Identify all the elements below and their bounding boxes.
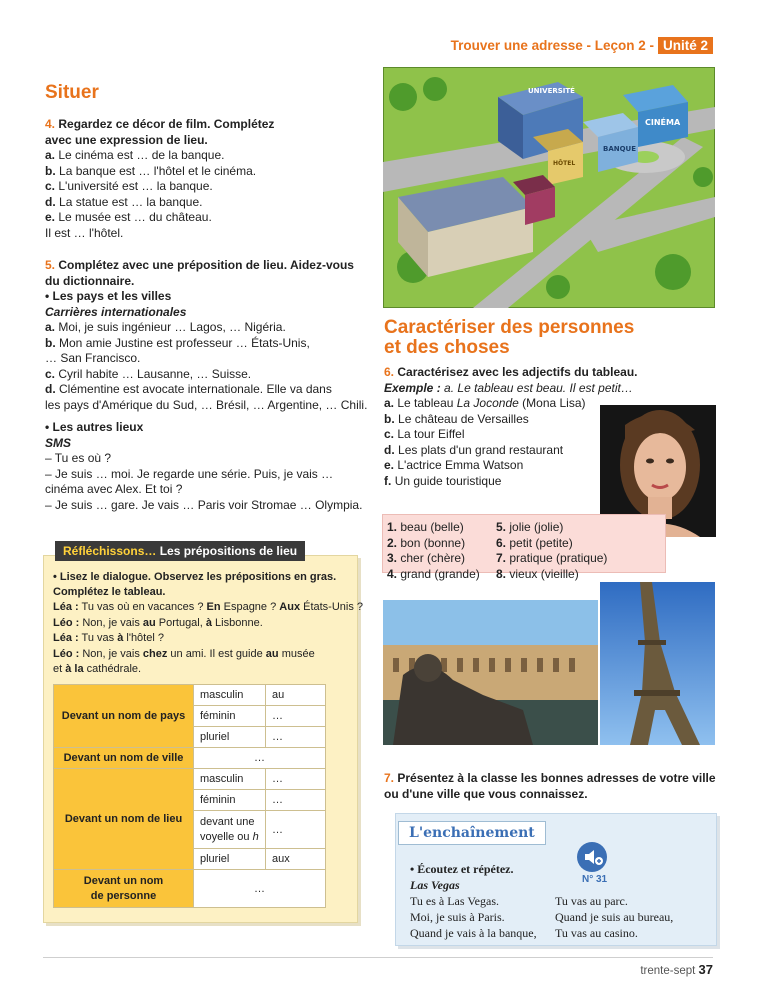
ex5-item-text: Clémentine est avocate internationale. Elle va dans (59, 382, 332, 396)
header-title: Trouver une adresse - Leçon 2 - (450, 38, 654, 53)
dialog-preposition: à la (65, 663, 84, 675)
row-head-pays: Devant un nom de pays (54, 685, 194, 748)
section-title-situer: Situer (45, 82, 99, 103)
enchainement-line: Quand je vais à la banque, (410, 926, 537, 940)
dialog-preposition: au (265, 647, 279, 660)
ex6-item-letter: a. (384, 396, 395, 410)
dialog-text: l'hôtel ? (123, 632, 164, 644)
dialog-text: musée (278, 647, 315, 660)
cell-blank: … (266, 790, 326, 811)
ex5-item (45, 351, 367, 367)
adjective-number: 6. (496, 535, 507, 550)
ex4-item-letter: a. (45, 148, 56, 162)
enchainement-line: Tu es à Las Vegas. (410, 894, 499, 908)
ex5-number: 5. (45, 258, 56, 272)
ex5-item-letter: a. (45, 320, 56, 334)
ex5-instruction-2: du dictionnaire. (45, 273, 135, 288)
adjectives-left-column (387, 520, 480, 582)
enchainement-line: Tu vas au casino. (555, 926, 638, 940)
row-head-lieu: Devant un nom de lieu (54, 769, 194, 870)
ex4-tail: Il est … l'hôtel. (45, 225, 124, 240)
page-number: 37 (698, 962, 713, 977)
ex6-item-text: Le tableau (397, 396, 457, 410)
adjective-number: 1. (387, 520, 398, 534)
exercise-5 (45, 258, 367, 513)
audio-track-number: N° 31 (582, 874, 608, 885)
adjective-number: 2. (387, 535, 398, 550)
reflection-title (55, 541, 305, 561)
ex4-item-text: Le musée est … du château. (58, 210, 212, 224)
reflection-title-b: Les prépositions de lieu (159, 544, 298, 558)
adjective-item (387, 536, 480, 552)
adjective-item (387, 520, 480, 536)
ex6-example-label: Exemple : (384, 380, 441, 395)
page-number-word: trente-sept (640, 965, 696, 977)
enchainement-right-column (555, 893, 673, 941)
reflection-content (53, 570, 363, 678)
ex5-item (45, 398, 367, 414)
dialog-text: Tu vas (81, 632, 118, 644)
ex5-subheading-countries: • Les pays et les villes (45, 289, 172, 303)
dialog-text: cathédrale. (83, 663, 142, 675)
cell-masculin: masculin (194, 685, 266, 706)
cell-feminin: féminin (194, 790, 266, 811)
adjective-number: 4. (387, 566, 398, 581)
ex6-item-text-2: (Mona Lisa) (518, 396, 586, 410)
enchainement-instruction: • Écoutez et répétez. (410, 862, 514, 876)
adjective-text: bon (bonne) (400, 535, 466, 550)
ex6-item-title: La Joconde (456, 396, 519, 410)
ex5-item-text: les pays d'Amérique du Sud, … Brésil, … Argentine, … Chili. (45, 397, 368, 412)
ex4-item (45, 148, 274, 164)
adjective-text: cher (chère) (400, 551, 466, 565)
versailles-photo (383, 600, 598, 745)
ex4-item (45, 164, 274, 180)
audio-speaker-icon[interactable] (577, 842, 607, 872)
adjective-text: jolie (jolie) (509, 520, 564, 534)
exercise-7 (384, 771, 716, 802)
dialog-preposition: Aux (279, 601, 301, 613)
dialog-text: et (53, 663, 66, 675)
ex7-instruction-2: ou d'une ville que vous connaissez. (384, 786, 588, 801)
ex7-number: 7. (384, 771, 395, 785)
ex6-instruction: Caractérisez avec les adjectifs du tableau. (397, 365, 638, 379)
cell-blank: … (266, 811, 326, 849)
ex5-item-letter: b. (45, 335, 56, 350)
adjective-text: grand (grande) (400, 566, 480, 581)
adjective-text: pratique (pratique) (509, 551, 608, 565)
ex5-item-text: Mon amie Justine est professeur … États-Unis, (59, 335, 310, 350)
row-head-ville: Devant un nom de ville (54, 748, 194, 769)
section-title-line1: Caractériser des personnes (384, 317, 635, 338)
adjective-item (496, 520, 607, 536)
adjective-text: vieux (vieille) (509, 566, 579, 581)
ex6-item-text: La tour Eiffel (397, 427, 465, 441)
ex4-instruction: Regardez ce décor de film. Complétez (58, 117, 275, 131)
cell-pluriel: pluriel (194, 727, 266, 748)
dialog-text: États-Unis ? (300, 601, 364, 613)
adjective-text: beau (belle) (400, 520, 464, 534)
cell-blank: … (194, 748, 326, 769)
map-label-cinema: CINÉMA (645, 118, 681, 127)
adjective-item (387, 551, 480, 567)
enchainement-line: Quand je suis au bureau, (555, 910, 674, 924)
adjective-number: 3. (387, 551, 398, 565)
ex4-item-text: Le cinéma est … de la banque. (58, 148, 225, 162)
ex6-item-letter: d. (384, 442, 395, 457)
ex6-item-letter: f. (384, 473, 392, 488)
ex5-item-letter: c. (45, 366, 56, 381)
dialog-speaker: Léo : (53, 647, 80, 660)
adjective-number: 7. (496, 551, 507, 565)
dialog-text: Non, je vais (82, 647, 143, 660)
adjective-number: 5. (496, 520, 507, 534)
dialog-text: Lisbonne. (211, 616, 263, 629)
ex5-subtitle-careers: Carrières internationales (45, 304, 187, 319)
sms-line: – Je suis … gare. Je vais … Paris voir Stromae … Olympia. (45, 497, 363, 512)
ex5-item (45, 367, 367, 383)
dialog-line (53, 600, 363, 616)
ex4-item-letter: c. (45, 179, 56, 193)
ex5-item-text: Cyril habite … Lausanne, … Suisse. (58, 366, 252, 381)
enchainement-line: Moi, je suis à Paris. (410, 910, 505, 924)
cell-feminin: féminin (194, 706, 266, 727)
dialog-text: Tu vas où en vacances ? (81, 601, 207, 613)
dialog-line (53, 662, 363, 678)
ex5-item (45, 336, 367, 352)
adjective-number: 8. (496, 566, 507, 581)
enchainement-subtitle: Las Vegas (410, 878, 460, 892)
ex6-item-text: Le château de Versailles (398, 411, 529, 426)
ex4-item (45, 195, 274, 211)
map-label-bank: BANQUE (603, 145, 637, 153)
cell-blank: … (266, 727, 326, 748)
enchainement-content (410, 861, 537, 941)
cell-aux: aux (266, 849, 326, 870)
ex4-item-text: L'université est … la banque. (58, 179, 213, 193)
ex5-item-letter: d. (45, 382, 56, 396)
ex4-item-letter: d. (45, 194, 56, 209)
ex5-instruction: Complétez avec une préposition de lieu. Aidez-vous (58, 258, 354, 272)
adjective-item (496, 551, 607, 567)
dialog-speaker: Léa : (53, 632, 79, 644)
sms-line: – Tu es où ? (45, 451, 112, 465)
ex5-item-text: … San Francisco. (45, 351, 141, 365)
prepositions-table (53, 684, 326, 908)
dialog-preposition: à (205, 616, 212, 629)
ex4-item (45, 210, 274, 226)
ex6-number: 6. (384, 365, 395, 379)
reflection-instruction-2: Complétez le tableau. (53, 586, 166, 598)
ex6-item-letter: c. (384, 427, 395, 441)
eiffel-tower-photo (600, 582, 715, 745)
ex6-item-letter: e. (384, 458, 395, 472)
cell-blank: … (194, 870, 326, 908)
dialog-preposition: à (117, 632, 124, 644)
cell-masculin: masculin (194, 769, 266, 790)
ex5-item (45, 320, 367, 336)
dialog-text: Espagne ? (220, 601, 280, 613)
enchainement-title: L'enchaînement (398, 821, 546, 845)
adjective-item (496, 567, 607, 583)
ex4-item-letter: b. (45, 163, 56, 178)
ex4-instruction-2: avec une expression de lieu. (45, 132, 208, 147)
ex6-item-text: Les plats d'un grand restaurant (398, 442, 564, 457)
sms-line: cinéma avec Alex. Et toi ? (45, 482, 183, 496)
cell-au: au (266, 685, 326, 706)
ex5-subtitle-sms: SMS (45, 435, 72, 450)
dialog-line (53, 631, 363, 647)
cell-pluriel: pluriel (194, 849, 266, 870)
ex7-instruction: Présentez à la classe les bonnes adresses de votre ville (397, 771, 716, 785)
dialog-preposition: au (142, 616, 156, 629)
ex5-item-text: Moi, je suis ingénieur … Lagos, … Nigéria. (58, 320, 286, 334)
sms-line: – Je suis … moi. Je regarde une série. Puis, je vais … (45, 466, 334, 481)
section-title-caracteriser (384, 318, 634, 358)
row-head-personne: Devant un nom de personne (54, 870, 194, 908)
map-label-hotel: HÔTEL (553, 160, 576, 167)
ex6-example-text: a. Le tableau est beau. Il est petit… (444, 380, 633, 395)
reflection-instruction: • Lisez le dialogue. Observez les prépositions en gras. (53, 571, 337, 583)
dialog-text: Non, je vais (82, 616, 143, 629)
ex5-item (45, 382, 367, 398)
dialog-line (53, 616, 363, 632)
dialog-speaker: Léa : (53, 601, 79, 613)
section-title-line2: et des choses (384, 337, 510, 358)
adjectives-right-column (496, 520, 607, 582)
adjective-item (387, 567, 480, 583)
ex4-item-letter: e. (45, 210, 56, 224)
ex6-item-text: L'actrice Emma Watson (397, 458, 524, 472)
cell-voyelle: devant une voyelle ou h (194, 811, 266, 849)
footer-divider (43, 957, 713, 958)
dialog-text: Portugal, (155, 616, 206, 629)
dialog-text: un ami. Il est guide (167, 647, 266, 660)
dialog-preposition: En (206, 601, 221, 613)
ex4-item-text: La banque est … l'hôtel et le cinéma. (59, 163, 257, 178)
page-header (451, 37, 713, 54)
adjective-text: petit (petite) (509, 535, 573, 550)
film-set-map-illustration (383, 67, 715, 308)
page-footer (640, 962, 713, 977)
ex5-subheading-places: • Les autres lieux (45, 420, 144, 434)
reflection-title-a: Réfléchissons… (63, 544, 157, 558)
cell-blank: … (266, 706, 326, 727)
exercise-4 (45, 117, 274, 241)
dialog-speaker: Léo : (53, 616, 80, 629)
ex4-number: 4. (45, 117, 56, 131)
ex6-item-text: Un guide touristique (394, 473, 502, 488)
enchainement-line: Tu vas au parc. (555, 894, 628, 908)
unit-badge: Unité 2 (658, 37, 713, 54)
ex4-item-text: La statue est … la banque. (59, 194, 203, 209)
map-label-university: UNIVERSITÉ (528, 87, 575, 95)
dialog-preposition: chez (142, 647, 168, 660)
ex4-item (45, 179, 274, 195)
adjective-item (496, 536, 607, 552)
dialog-line (53, 647, 363, 663)
cell-blank: … (266, 769, 326, 790)
ex6-item-letter: b. (384, 411, 395, 426)
